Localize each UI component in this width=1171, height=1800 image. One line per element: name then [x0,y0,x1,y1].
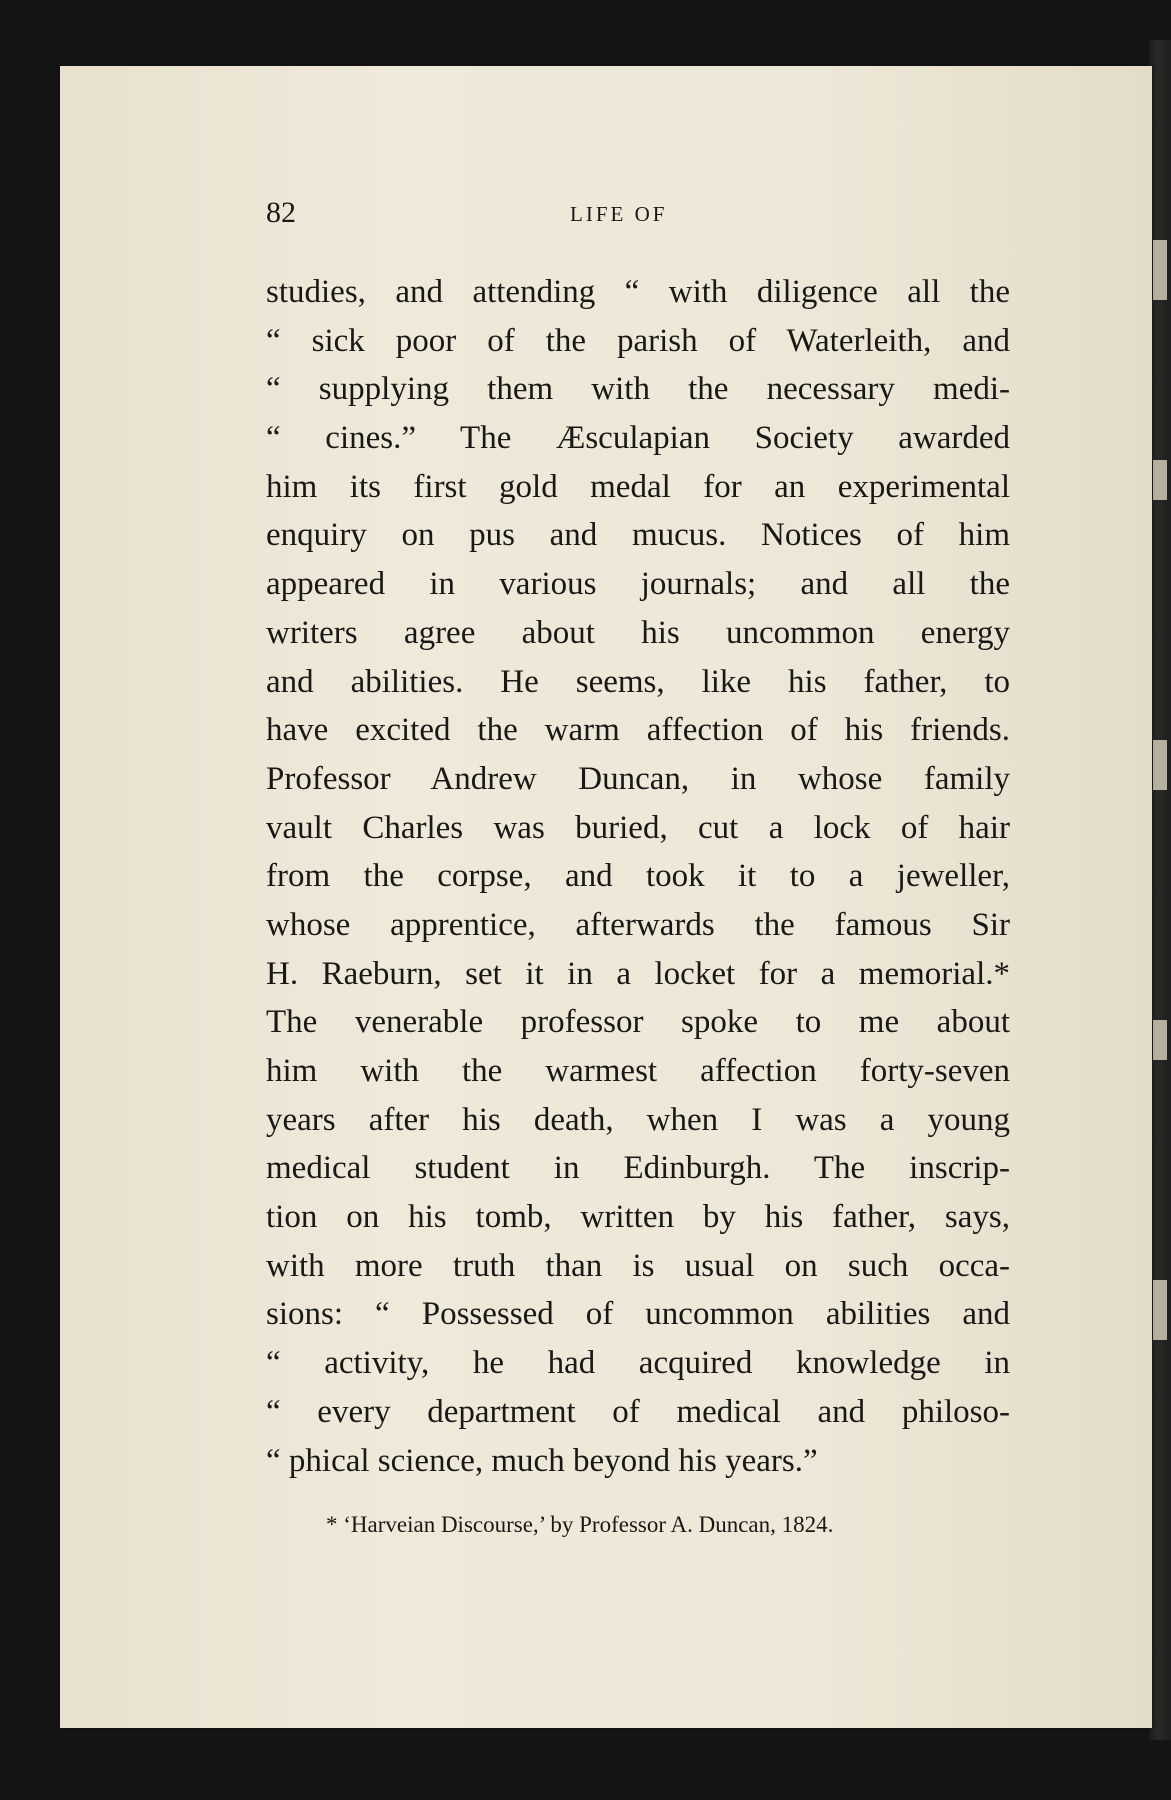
text-line: studies, and attending “ with diligence all the [266,274,1010,310]
text-line: appeared in various journals; and all the [266,566,1010,603]
text-line: enquiry on pus and mucus. Notices of him [266,517,1010,554]
text-line: “ sick poor of the parish of Waterleith, and [266,322,1010,359]
page-number: 82 [266,196,296,229]
text-line: vault Charles was buried, cut a lock of hair [266,809,1010,846]
running-head: LIFE OF [570,202,668,226]
text-line: years after his death, when I was a young [266,1101,1010,1138]
text-line: and abilities. He seems, like his father, to [266,663,1010,700]
page-edge-strip [1153,1020,1167,1060]
text-line: writers agree about his uncommon energy [266,614,1010,651]
text-line: him its first gold medal for an experimental [266,468,1010,505]
footnote: * ‘Harveian Discourse,’ by Professor A. Duncan, 1824. [326,1512,834,1537]
page-edge-strip [1153,240,1167,300]
text-line: tion on his tomb, written by his father, says, [266,1199,1010,1236]
body-text [266,268,1010,1485]
page-edge-strip [1153,740,1167,790]
page-header [266,196,1016,236]
text-line: from the corpse, and took it to a jeweller, [266,858,1010,895]
text-line: “ phical science, much beyond his years.” [266,1442,818,1479]
text-line: The venerable professor spoke to me about [266,1004,1010,1041]
text-line: Professor Andrew Duncan, in whose family [266,760,1010,797]
book-edge [1149,40,1171,1740]
text-line: “ supplying them with the necessary medi- [266,371,1010,408]
text-line: “ activity, he had acquired knowledge in [266,1345,1010,1382]
text-line: medical student in Edinburgh. The inscrip- [266,1150,1010,1187]
text-line: have excited the warm affection of his friends. [266,712,1010,749]
page-edge-strip [1153,460,1167,500]
text-line: whose apprentice, afterwards the famous Sir [266,906,1010,943]
text-line: with more truth than is usual on such occa- [266,1247,1010,1284]
page-edge-strip [1153,1280,1167,1340]
text-line: sions: “ Possessed of uncommon abilities and [266,1296,1010,1333]
text-line: “ every department of medical and philoso- [266,1393,1010,1430]
text-line: him with the warmest affection forty-seven [266,1053,1010,1089]
text-line: H. Raeburn, set it in a locket for a memorial.* [266,955,1010,992]
text-line: “ cines.” The Æsculapian Society awarded [266,420,1010,457]
